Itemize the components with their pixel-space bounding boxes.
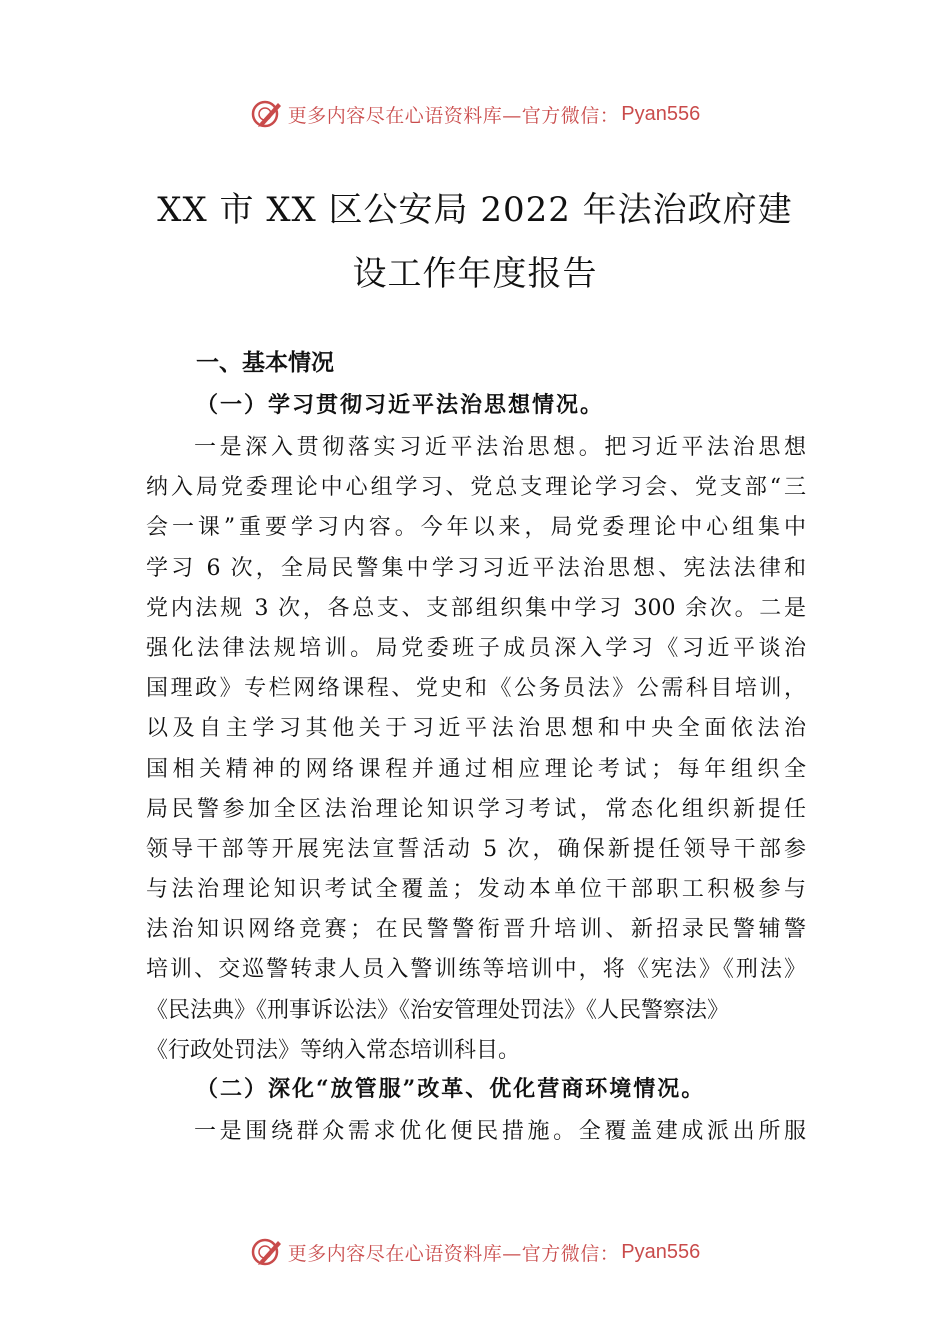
- paragraph-line: 《民法典》《刑事诉讼法》《治安管理处罚法》《人民警察法》: [146, 997, 730, 1023]
- paragraph-line: 纳入局党委理论中心组学习、党总支理论学习会、党支部“三: [146, 475, 806, 501]
- watermark-text: 更多内容尽在心语资料库—官方微信：: [287, 1242, 620, 1265]
- document-title-line-2: 设工作年度报告: [352, 254, 598, 294]
- paragraph-line: 一是深入贯彻落实习近平法治思想。把习近平法治思想: [194, 435, 806, 460]
- paragraph-line: 以及自主学习其他关于习近平法治思想和中央全面依法治: [146, 716, 806, 742]
- paragraph-line: 局民警参加全区法治理论知识学习考试，常态化组织新提任: [146, 796, 806, 822]
- watermark-wechat-id: Pyan556: [621, 1240, 701, 1263]
- section-heading: 一、基本情况: [196, 349, 334, 376]
- paragraph-line: 法治知识网络竞赛；在民警警衔晋升培训、新招录民警辅警: [146, 917, 806, 943]
- paragraph-line: 与法治理论知识考试全覆盖；发动本单位干部职工积极参与: [146, 877, 806, 903]
- paragraph-line: 培训、交巡警转隶人员入警训练等培训中，将《宪法》《刑法》: [146, 957, 806, 983]
- watermark-wechat-id: Pyan556: [621, 102, 701, 125]
- document-title-line-1: XX 市 XX 区公安局 2022 年法治政府建: [157, 190, 793, 230]
- paragraph-line: 一是围绕群众需求优化便民措施。全覆盖建成派出所服: [194, 1119, 806, 1144]
- paragraph-line: 会一课”重要学习内容。今年以来，局党委理论中心组集中: [146, 515, 806, 541]
- paragraph-line: 《行政处罚法》等纳入常态培训科目。: [146, 1037, 521, 1063]
- paragraph-line: 领导干部等开展宪法宣誓活动 5 次，确保新提任领导干部参: [146, 836, 806, 862]
- footer-watermark: [0, 1232, 950, 1272]
- header-watermark: [0, 94, 950, 134]
- pen-logo-icon: [250, 97, 284, 131]
- paragraph-line: 国相关精神的网络课程并通过相应理论考试；每年组织全: [146, 756, 806, 782]
- paragraph-line: 党内法规 3 次，各总支、支部组织集中学习 300 余次。二是: [146, 595, 806, 621]
- paragraph-1: [146, 428, 806, 1071]
- subsection-heading-2: （二）深化“放管服”改革、优化营商环境情况。: [196, 1076, 706, 1102]
- paragraph-line: 强化法律法规培训。局党委班子成员深入学习《习近平谈治: [146, 635, 806, 661]
- paragraph-2: [146, 1112, 806, 1152]
- subsection-heading-1: （一）学习贯彻习近平法治思想情况。: [196, 392, 605, 418]
- watermark-text: 更多内容尽在心语资料库—官方微信：: [287, 104, 620, 127]
- pen-logo-icon: [250, 1235, 284, 1269]
- paragraph-line: 国理政》专栏网络课程、党史和《公务员法》公需科目培训，: [146, 676, 806, 702]
- paragraph-line: 学习 6 次，全局民警集中学习习近平法治思想、宪法法律和: [146, 555, 806, 581]
